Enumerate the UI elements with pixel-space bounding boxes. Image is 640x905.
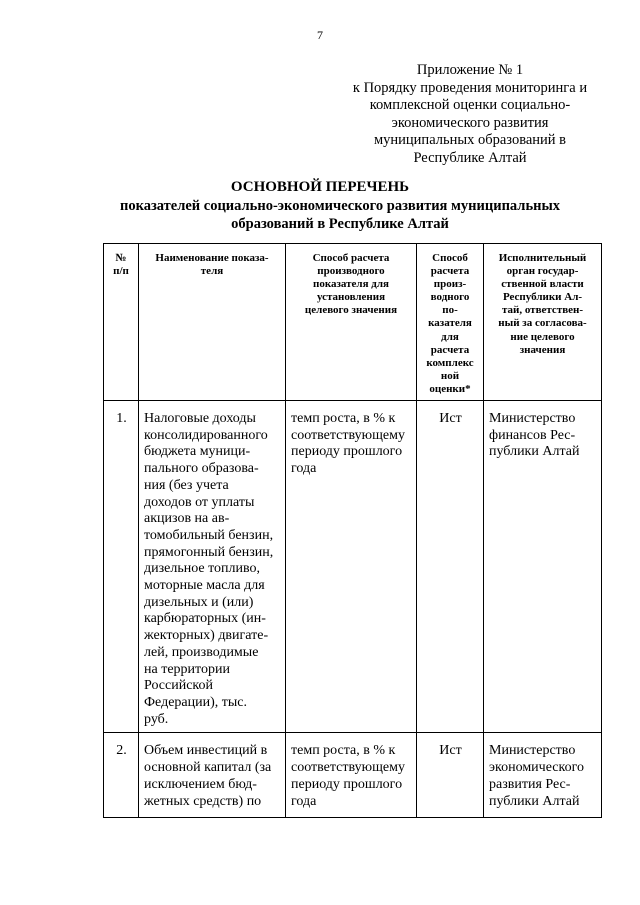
- cell-line: для: [441, 330, 459, 343]
- subtitle-line: показателей социально-экономического развития муниципальных: [119, 198, 561, 214]
- cell-line: темп роста, в % к: [291, 411, 396, 427]
- appendix-line: муниципальных образований в: [373, 132, 567, 149]
- header-method-target: [286, 244, 417, 401]
- cell-line: публики Алтай: [489, 793, 580, 809]
- indicators-table: [103, 243, 602, 818]
- header-method-assessment: [417, 244, 484, 401]
- document-title: ОСНОВНОЙ ПЕРЕЧЕНЬ: [230, 179, 410, 195]
- header-executive-body: [484, 244, 602, 401]
- method-target: [286, 733, 417, 818]
- indicator-name: [139, 401, 286, 733]
- cell-line: теля: [200, 265, 224, 278]
- cell-line: на территории: [144, 661, 230, 677]
- cell-line: доходов от уплаты: [144, 494, 255, 510]
- cell-line: ной: [440, 369, 460, 382]
- cell-line: Способ расчета: [312, 252, 390, 264]
- cell-line: жетных средств) по: [144, 793, 262, 809]
- cell-line: тай, ответствен-: [501, 304, 584, 317]
- cell-line: расчета: [430, 265, 470, 278]
- cell-line: года: [291, 461, 317, 477]
- cell-line: Республики Ал-: [502, 291, 583, 304]
- executive-body: [484, 401, 602, 733]
- cell-line: значения: [519, 343, 566, 356]
- cell-line: Способ: [432, 252, 468, 264]
- cell-line: публики Алтай: [489, 444, 580, 460]
- header-name: [139, 244, 286, 401]
- cell-line: комплекс: [426, 356, 474, 369]
- cell-line: соответствующему: [291, 427, 405, 443]
- indicator-name: [139, 733, 286, 818]
- cell-line: основной капитал (за: [144, 760, 272, 776]
- cell-line: установления: [316, 291, 386, 304]
- cell-line: оценки*: [429, 382, 471, 395]
- cell-line: п/п: [113, 265, 129, 278]
- cell-line: моторные масла для: [144, 578, 265, 594]
- cell-line: показателя для: [313, 278, 389, 291]
- row-number: 2.: [104, 733, 139, 818]
- cell-line: соответствующему: [291, 760, 405, 776]
- row-number: 1.: [104, 401, 139, 733]
- cell-line: Министерство: [489, 411, 576, 427]
- cell-line: Исполнительный: [498, 252, 587, 264]
- cell-line: периоду прошлого: [291, 776, 403, 792]
- cell-line: производного: [317, 265, 385, 278]
- cell-line: дизельных и (или): [144, 594, 254, 610]
- cell-line: ный за согласова-: [498, 317, 587, 330]
- page-number: 7: [317, 28, 323, 42]
- cell-line: бюджета муници-: [144, 444, 251, 460]
- appendix-line: Республике Алтай: [413, 149, 527, 166]
- cell-line: ственной власти: [501, 278, 584, 291]
- table-header-row: [104, 244, 602, 401]
- appendix-line: экономического развития: [391, 114, 549, 131]
- cell-line: консолидированного: [144, 427, 268, 443]
- cell-line: Объем инвестиций в: [144, 743, 268, 759]
- appendix-line: к Порядку проведения мониторинга и: [352, 79, 588, 96]
- cell-line: Министерство: [489, 743, 576, 759]
- method-assessment: Ист: [417, 401, 484, 733]
- cell-line: Российской: [144, 678, 213, 694]
- cell-line: лей, производимые: [144, 644, 259, 660]
- cell-line: казателя: [428, 317, 472, 330]
- cell-line: финансов Рес-: [489, 427, 576, 443]
- cell-line: руб.: [144, 711, 169, 727]
- cell-line: акцизов на ав-: [144, 511, 230, 527]
- cell-line: №: [115, 252, 127, 264]
- cell-line: Налоговые доходы: [144, 411, 256, 427]
- subtitle-line: образований в Республике Алтай: [231, 215, 449, 232]
- cell-line: пального образова-: [144, 461, 259, 477]
- appendix-line: комплексной оценки социально-: [369, 97, 571, 114]
- cell-line: водного: [430, 291, 470, 304]
- method-assessment: Ист: [417, 733, 484, 818]
- cell-line: орган государ-: [506, 265, 579, 278]
- cell-line: произ-: [433, 278, 467, 291]
- cell-line: по-: [442, 304, 458, 317]
- document-subtitle: [100, 198, 580, 233]
- cell-line: прямогонный бензин,: [144, 544, 274, 560]
- method-target: [286, 401, 417, 733]
- cell-line: года: [291, 793, 317, 809]
- cell-line: Наименование показа-: [155, 252, 269, 264]
- header-num: [104, 244, 139, 401]
- cell-line: ния (без учета: [144, 477, 229, 493]
- cell-line: периоду прошлого: [291, 444, 403, 460]
- table-row: [104, 733, 602, 818]
- executive-body: [484, 733, 602, 818]
- table-row: [104, 401, 602, 733]
- cell-line: развития Рес-: [489, 776, 571, 792]
- cell-line: томобильный бензин,: [144, 527, 274, 543]
- cell-line: целевого значения: [304, 304, 398, 317]
- cell-line: темп роста, в % к: [291, 743, 396, 759]
- cell-line: исключением бюд-: [144, 776, 257, 792]
- appendix-note: [336, 62, 604, 168]
- cell-line: дизельное топливо,: [144, 561, 261, 577]
- cell-line: расчета: [430, 343, 470, 356]
- cell-line: Федерации), тыс.: [144, 694, 248, 710]
- cell-line: карбюраторных (ин-: [144, 611, 266, 627]
- appendix-line: Приложение № 1: [416, 62, 524, 78]
- cell-line: ние целевого: [510, 330, 575, 343]
- cell-line: экономического: [489, 760, 584, 776]
- cell-line: жекторных) двигате-: [144, 628, 269, 644]
